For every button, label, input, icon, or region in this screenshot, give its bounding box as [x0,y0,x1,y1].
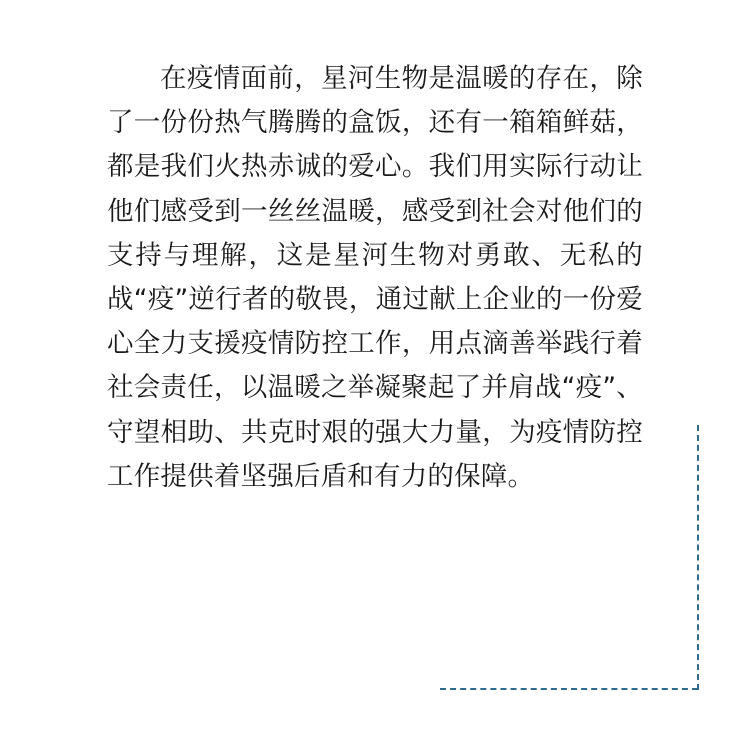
decorative-frame-bottom-edge [440,688,698,690]
article-paragraph: 在疫情面前，星河生物是温暖的存在，除了一份份热气腾腾的盒饭，还有一箱箱鲜菇，都是我们火热赤诚的爱心。我们用实际行动让他们感受到一丝丝温暖，感受到社会对他们的支持与理解，这是星河生物对勇敢、无私的战“疫”逆行者的敬畏，通过献上企业的一份爱心全力支援疫情防控工作，用点滴善举践行着社会责任，以温暖之举凝聚起了并肩战“疫”、守望相助、共克时艰的强大力量，为疫情防控工作提供着坚强后盾和有力的保障。 [107,63,643,492]
decorative-frame-right-edge [697,425,699,690]
